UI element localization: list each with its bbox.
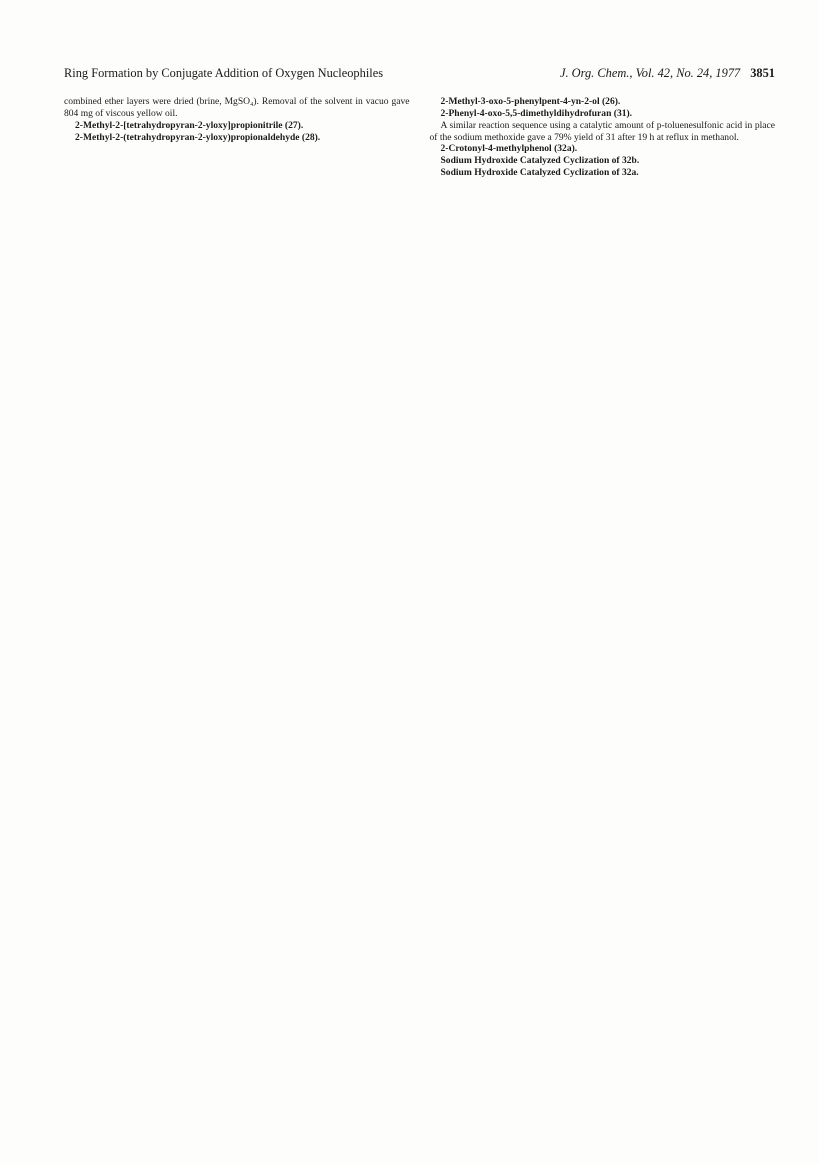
paragraph-heading: 2-Phenyl-4-oxo-5,5-dimethyldihydrofuran (31).: [440, 107, 633, 119]
paragraph-heading: Sodium Hydroxide Catalyzed Cyclization of 32a.: [440, 167, 639, 179]
paragraph: [430, 96, 776, 108]
paragraph: [430, 143, 776, 155]
right-column: [430, 96, 776, 179]
paragraph: [430, 120, 776, 144]
left-column: [64, 96, 410, 179]
page-number: 3851: [750, 66, 775, 80]
paragraph: [430, 155, 776, 167]
paragraph: [64, 96, 410, 120]
paragraph: [64, 132, 410, 144]
paragraph-heading: 2-Crotonyl-4-methylphenol (32a).: [440, 143, 578, 155]
body-columns: [64, 96, 775, 179]
paragraph-heading: 2-Methyl-2-[tetrahydropyran-2-yloxy]propionitrile (27).: [75, 119, 304, 131]
paragraph: [64, 120, 410, 132]
journal-name: J. Org. Chem., Vol. 42, No. 24, 1977: [559, 66, 741, 80]
article-title: Ring Formation by Conjugate Addition of Oxygen Nucleophiles: [64, 66, 384, 80]
running-header: [64, 66, 775, 81]
paragraph: [430, 167, 776, 179]
paragraph-heading: 2-Methyl-2-(tetrahydropyran-2-yloxy)propionaldehyde (28).: [75, 131, 321, 143]
paragraph-text: combined ether layers were dried (brine, MgSO₄). Removal of the solvent in vacuo gave 804 mg of viscous yellow oil.: [64, 96, 410, 119]
journal-citation: [560, 66, 775, 81]
paragraph-heading: 2-Methyl-3-oxo-5-phenylpent-4-yn-2-ol (26).: [440, 96, 621, 107]
paragraph-text: A similar reaction sequence using a catalytic amount of p-toluenesulfonic acid in place of the sodium methoxide gave a 79% yield of 31 after 19 h at reflux in methanol.: [429, 119, 775, 143]
paragraph-heading: Sodium Hydroxide Catalyzed Cyclization of 32b.: [440, 155, 640, 167]
paragraph: [430, 108, 776, 120]
